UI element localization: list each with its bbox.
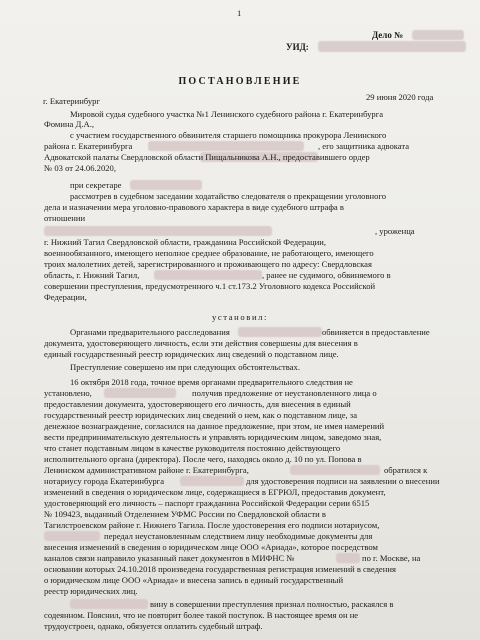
body-line: предоставлении документа, удостоверяющего его личность, для внесения в единый — [44, 399, 351, 409]
established-heading: установил: — [212, 312, 269, 322]
redacted-name — [238, 327, 322, 337]
header-line: при секретаре — [70, 180, 122, 190]
body-line: документа, удостоверяющего личность, если эти действия совершены для внесения в — [44, 338, 358, 348]
redacted-notary-name — [180, 476, 244, 486]
body-line: трудоустроен, однако, обязуется оплатить судебный штраф. — [44, 621, 263, 631]
redacted-address — [154, 270, 262, 280]
document-title: ПОСТАНОВЛЕНИЕ — [178, 76, 302, 87]
header-line: совершении преступления, предусмотренного ч.1 ст.173.2 Уголовного кодекса Российской — [44, 281, 376, 291]
redacted-uid — [318, 41, 466, 52]
body-line: внесения изменений в сведения о юридическом лице ООО «Ариада», которое посредством — [44, 542, 378, 552]
body-line: Органами предварительного расследования — [70, 327, 230, 337]
body-line: содеянном. Пояснил, что не повторит более такой поступок. В настоящее время он не — [44, 610, 359, 620]
redacted-name — [44, 531, 100, 541]
body-line: обвиняется в предоставление — [322, 327, 430, 337]
redacted-case-number — [412, 30, 464, 40]
header-line: военнообязанного, имеющего неполное среднее образование, не работающего, имеющего — [44, 248, 374, 258]
body-line: Преступление совершено им при следующих обстоятельствах. — [70, 362, 300, 372]
body-line: что станет подставным лицом в качестве руководителя постоянно действующего — [44, 443, 341, 453]
header-line: Федерации, — [44, 292, 87, 302]
header-line: , его защитника адвоката — [318, 141, 410, 151]
redacted-defendant-name — [44, 226, 272, 236]
body-line: удостоверяющий его личность – паспорт гражданина Российской Федерации серии 6515 — [44, 498, 370, 508]
body-line: изменений в сведения о юридическом лице, содержащиеся в ЕГРЮЛ, предоставив документ, — [44, 487, 386, 497]
body-line: вести предпринимательскую деятельность и управлять юридическим лицом, заведомо зная, — [44, 432, 382, 442]
header-line: г. Нижний Тагил Свердловской области, гражданина Российской Федерации, — [44, 237, 327, 247]
redacted-name — [104, 388, 176, 398]
page-number: 1 — [237, 8, 242, 18]
city: г. Екатеринбург — [43, 96, 100, 106]
body-line: получив предложение от неустановленного лица о — [192, 388, 377, 398]
document-date: 29 июня 2020 года — [366, 92, 434, 102]
header-line: Адвокатской палаты Свердловской области Пищальникова А.Н., предоставившего ордер — [44, 152, 370, 162]
body-line: № 109423, выданный Отделением УФМС России по Свердловской области в — [44, 509, 326, 519]
body-line: Ленинском административном районе г. Екатеринбурга, — [44, 465, 249, 475]
header-line: рассмотрев в судебном заседании ходатайство следователя о прекращении уголовного — [70, 191, 387, 201]
body-line: вину в совершении преступления признал полностью, раскаялся в — [150, 599, 394, 609]
header-line: , уроженца — [375, 226, 415, 236]
body-line: государственный реестр юридических лиц сведений о нем, как о подставном лице, за — [44, 410, 358, 420]
header-line: с участием государственного обвинителя старшего помощника прокурора Ленинского — [70, 130, 387, 140]
redacted-name — [70, 599, 148, 609]
body-line: денежное вознаграждение, согласился на данное предложение, при этом, не имея намерений — [44, 421, 385, 431]
body-line: обратился к — [384, 465, 428, 475]
body-line: по г. Москве, на — [362, 553, 421, 563]
body-line: основании которых 24.10.2018 произведена государственная регистрация изменений в сведения — [44, 564, 396, 574]
body-line: 16 октября 2018 года, точное время органами предварительного следствия не — [70, 377, 353, 387]
body-line: о юридическом лице ООО «Ариада» и внесена запись в единый государственный — [44, 575, 344, 585]
header-line: , ранее не судимого, обвиняемого в — [262, 270, 391, 280]
body-line: для удостоверения подписи на заявлении о внесении — [246, 476, 440, 486]
header-line: область, г. Нижний Тагил, — [44, 270, 140, 280]
redacted-name — [290, 465, 380, 475]
body-line: передал неустановленным следствием лицу необходимые документы для — [104, 531, 373, 541]
header-line: № 03 от 24.06.2020, — [44, 163, 116, 173]
uid-label: УИД: — [286, 42, 309, 52]
header-line: района г. Екатеринбурга — [44, 141, 133, 151]
header-line: Мировой судья судебного участка №1 Ленинского судебного района г. Екатеринбурга — [70, 109, 384, 119]
body-line: каналов связи направило указанный пакет документов в МИФНС № — [44, 553, 295, 563]
header-line: троих малолетних детей, зарегистрированного и проживающего по адресу: Свердловская — [44, 259, 372, 269]
body-line: установлено, — [44, 388, 92, 398]
redacted-prosecutor-name — [148, 141, 304, 151]
case-number-label: Дело № — [372, 30, 404, 40]
header-line: Фомина Д.А., — [44, 119, 95, 129]
body-line: единый государственный реестр юридических лиц сведений о подставном лице. — [44, 349, 339, 359]
body-line: реестр юридических лиц. — [44, 586, 138, 596]
redacted-inspection-number — [336, 553, 360, 563]
redacted-secretary-name — [130, 180, 202, 190]
header-line: дела и назначении мера уголовно-правового характера в виде судебного штрафа в — [44, 202, 344, 212]
body-line: исполнительного органа (директора). После чего, находясь около д. 10 по ул. Попова в — [44, 454, 362, 464]
header-line: отношении — [44, 213, 86, 223]
body-line: Тагилстроевском районе г. Нижнего Тагила. После удостоверения его подписи нотариусом, — [44, 520, 380, 530]
body-line: нотариусу города Екатеринбурга — [44, 476, 165, 486]
